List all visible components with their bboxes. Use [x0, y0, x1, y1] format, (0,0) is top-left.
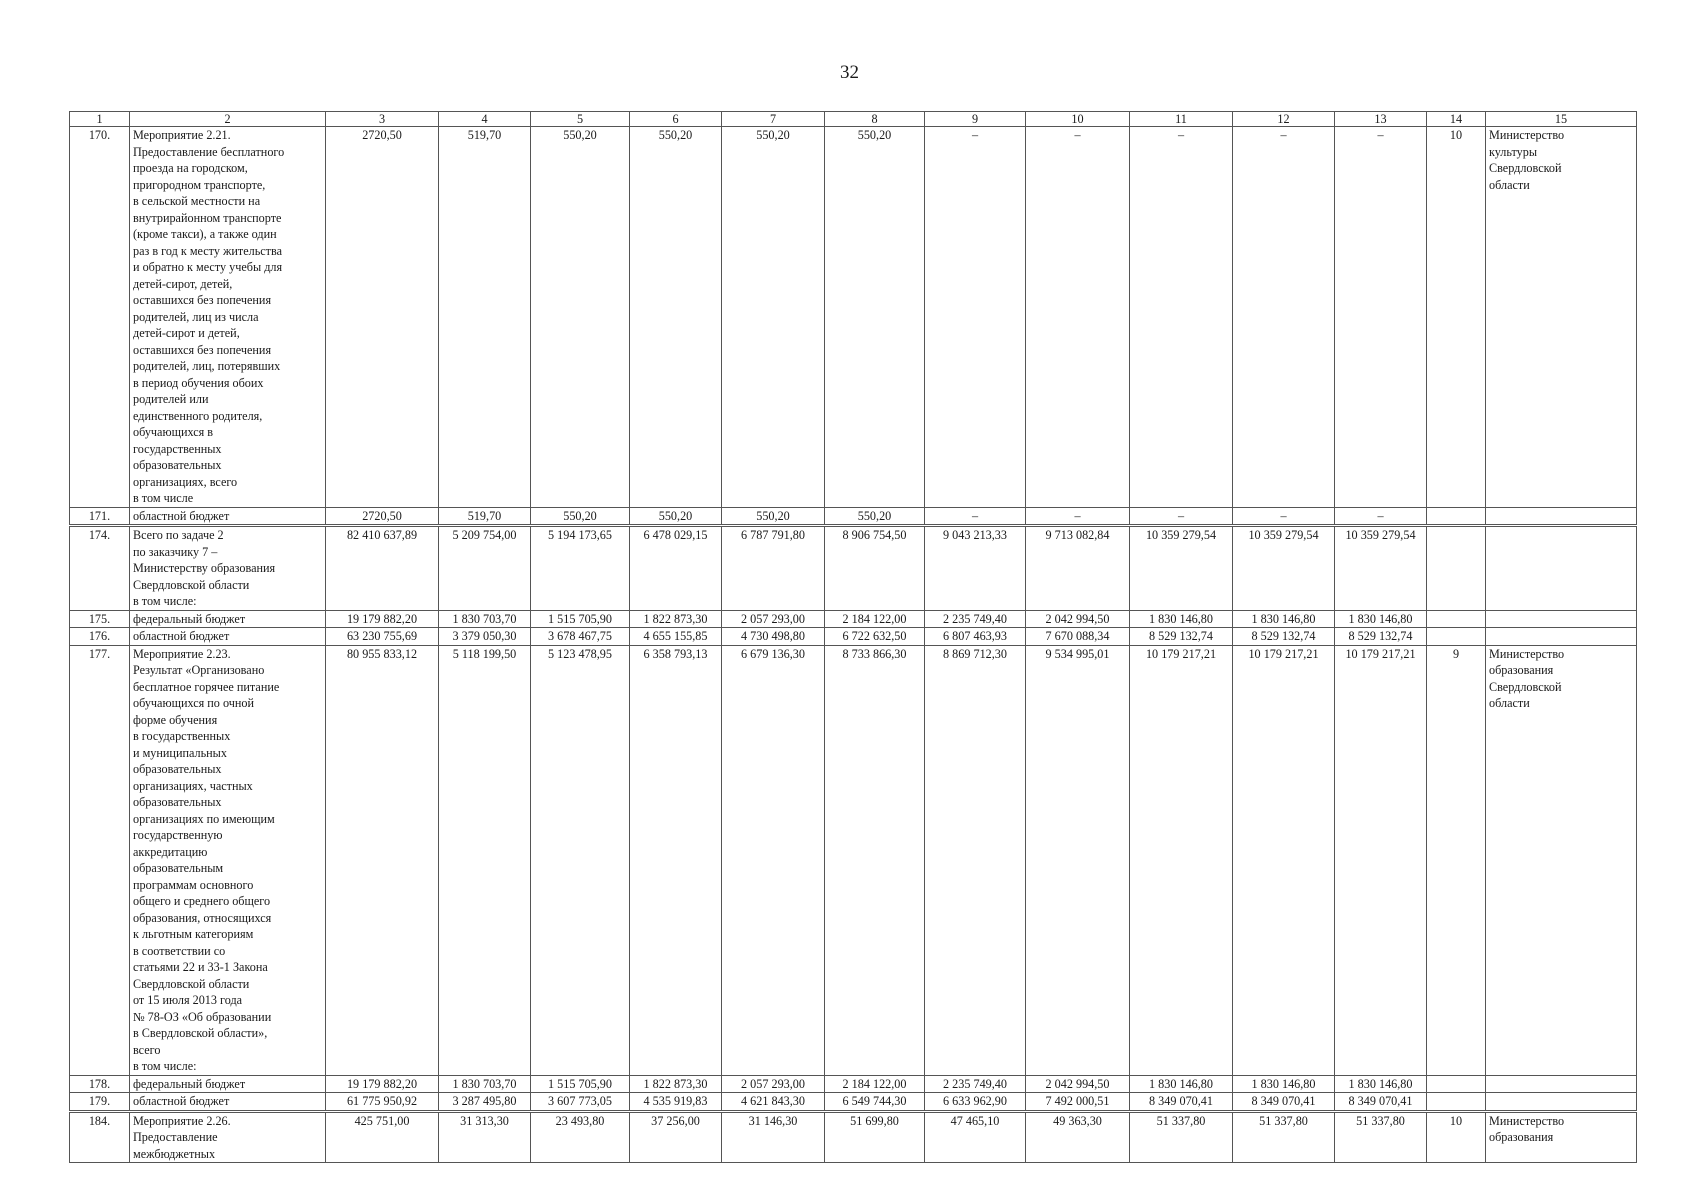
- amount-cell: 51 337,80: [1130, 1111, 1233, 1163]
- amount-cell: 6 807 463,93: [925, 628, 1026, 646]
- amount-cell: 7 670 088,34: [1026, 628, 1130, 646]
- responsible-body-cell: Министерство образования: [1486, 1111, 1637, 1163]
- column-number-5: 5: [531, 112, 630, 127]
- target-index-cell: 9: [1427, 645, 1486, 1075]
- amount-cell: 3 678 467,75: [531, 628, 630, 646]
- amount-cell: 6 722 632,50: [825, 628, 925, 646]
- amount-cell: 6 478 029,15: [630, 526, 722, 611]
- table-row: [70, 1111, 1637, 1163]
- amount-cell: 2720,50: [326, 507, 439, 526]
- amount-cell: 2 184 122,00: [825, 1075, 925, 1093]
- amount-cell: 550,20: [722, 127, 825, 508]
- column-number-12: 12: [1233, 112, 1335, 127]
- row-description: Мероприятие 2.23. Результат «Организовано бесплатное горячее питание обучающихся по очной форме обучения в государственных и муниципальных образовательных организациях, частных образовательных организациях по имеющим государственную аккредитацию образовательным программам основного общего и среднего общего образования, относящихся к льготным категориям в соответствии со статьями 22 и 33-1 Закона Свердловской области от 15 июля 2013 года № 78-ОЗ «Об образовании в Свердловской области», всего в том числе:: [130, 645, 326, 1075]
- amount-cell: 1 822 873,30: [630, 610, 722, 628]
- amount-cell: 550,20: [531, 127, 630, 508]
- amount-cell: 2 042 994,50: [1026, 610, 1130, 628]
- amount-cell: 4 655 155,85: [630, 628, 722, 646]
- amount-cell: –: [1026, 507, 1130, 526]
- amount-cell: 5 123 478,95: [531, 645, 630, 1075]
- amount-cell: 2 057 293,00: [722, 610, 825, 628]
- amount-cell: 8 906 754,50: [825, 526, 925, 611]
- table-row: [70, 1075, 1637, 1093]
- amount-cell: 82 410 637,89: [326, 526, 439, 611]
- amount-cell: 6 633 962,90: [925, 1093, 1026, 1112]
- responsible-body-cell: Министерство культуры Свердловской области: [1486, 127, 1637, 508]
- amount-cell: 51 699,80: [825, 1111, 925, 1163]
- row-number: 184.: [70, 1111, 130, 1163]
- row-number: 175.: [70, 610, 130, 628]
- amount-cell: 1 830 146,80: [1130, 1075, 1233, 1093]
- amount-cell: 6 787 791,80: [722, 526, 825, 611]
- table-row: [70, 645, 1637, 1075]
- amount-cell: 8 349 070,41: [1335, 1093, 1427, 1112]
- target-index-cell: 10: [1427, 1111, 1486, 1163]
- table-row: [70, 526, 1637, 611]
- amount-cell: 31 146,30: [722, 1111, 825, 1163]
- amount-cell: 550,20: [722, 507, 825, 526]
- row-number: 171.: [70, 507, 130, 526]
- table-row: [70, 127, 1637, 508]
- row-description: Всего по задаче 2 по заказчику 7 – Министерству образования Свердловской области в том числе:: [130, 526, 326, 611]
- column-number-11: 11: [1130, 112, 1233, 127]
- amount-cell: 19 179 882,20: [326, 610, 439, 628]
- amount-cell: 1 830 146,80: [1233, 1075, 1335, 1093]
- amount-cell: 7 492 000,51: [1026, 1093, 1130, 1112]
- column-number-4: 4: [439, 112, 531, 127]
- amount-cell: 31 313,30: [439, 1111, 531, 1163]
- amount-cell: 1 830 146,80: [1335, 610, 1427, 628]
- amount-cell: 2 235 749,40: [925, 610, 1026, 628]
- amount-cell: 5 194 173,65: [531, 526, 630, 611]
- amount-cell: 4 621 843,30: [722, 1093, 825, 1112]
- amount-cell: 10 179 217,21: [1233, 645, 1335, 1075]
- amount-cell: 8 529 132,74: [1130, 628, 1233, 646]
- amount-cell: 5 118 199,50: [439, 645, 531, 1075]
- amount-cell: 10 359 279,54: [1335, 526, 1427, 611]
- amount-cell: –: [1130, 127, 1233, 508]
- amount-cell: 4 535 919,83: [630, 1093, 722, 1112]
- amount-cell: 10 179 217,21: [1335, 645, 1427, 1075]
- amount-cell: 51 337,80: [1335, 1111, 1427, 1163]
- amount-cell: 9 713 082,84: [1026, 526, 1130, 611]
- amount-cell: 61 775 950,92: [326, 1093, 439, 1112]
- amount-cell: 19 179 882,20: [326, 1075, 439, 1093]
- amount-cell: –: [1335, 127, 1427, 508]
- target-index-cell: [1427, 1075, 1486, 1093]
- target-index-cell: [1427, 526, 1486, 611]
- amount-cell: 1 822 873,30: [630, 1075, 722, 1093]
- table-row: [70, 507, 1637, 526]
- amount-cell: 1 515 705,90: [531, 1075, 630, 1093]
- amount-cell: 8 349 070,41: [1233, 1093, 1335, 1112]
- amount-cell: 519,70: [439, 127, 531, 508]
- column-number-9: 9: [925, 112, 1026, 127]
- column-number-2: 2: [130, 112, 326, 127]
- amount-cell: 8 733 866,30: [825, 645, 925, 1075]
- row-description: Мероприятие 2.26. Предоставление межбюджетных: [130, 1111, 326, 1163]
- responsible-body-cell: [1486, 1075, 1637, 1093]
- amount-cell: 550,20: [825, 507, 925, 526]
- target-index-cell: [1427, 507, 1486, 526]
- column-number-3: 3: [326, 112, 439, 127]
- amount-cell: 425 751,00: [326, 1111, 439, 1163]
- amount-cell: –: [1233, 127, 1335, 508]
- amount-cell: 47 465,10: [925, 1111, 1026, 1163]
- responsible-body-cell: [1486, 610, 1637, 628]
- amount-cell: 10 359 279,54: [1130, 526, 1233, 611]
- row-number: 178.: [70, 1075, 130, 1093]
- column-number-8: 8: [825, 112, 925, 127]
- column-number-7: 7: [722, 112, 825, 127]
- amount-cell: –: [1130, 507, 1233, 526]
- row-number: 176.: [70, 628, 130, 646]
- amount-cell: 9 534 995,01: [1026, 645, 1130, 1075]
- amount-cell: 3 607 773,05: [531, 1093, 630, 1112]
- amount-cell: 51 337,80: [1233, 1111, 1335, 1163]
- amount-cell: 2720,50: [326, 127, 439, 508]
- amount-cell: 550,20: [531, 507, 630, 526]
- target-index-cell: [1427, 628, 1486, 646]
- amount-cell: 5 209 754,00: [439, 526, 531, 611]
- amount-cell: 10 359 279,54: [1233, 526, 1335, 611]
- amount-cell: 10 179 217,21: [1130, 645, 1233, 1075]
- column-number-15: 15: [1486, 112, 1637, 127]
- amount-cell: –: [1233, 507, 1335, 526]
- amount-cell: –: [1026, 127, 1130, 508]
- amount-cell: 3 287 495,80: [439, 1093, 531, 1112]
- amount-cell: 8 529 132,74: [1335, 628, 1427, 646]
- amount-cell: 6 679 136,30: [722, 645, 825, 1075]
- responsible-body-cell: [1486, 526, 1637, 611]
- amount-cell: 80 955 833,12: [326, 645, 439, 1075]
- row-number: 177.: [70, 645, 130, 1075]
- amount-cell: –: [925, 507, 1026, 526]
- amount-cell: 519,70: [439, 507, 531, 526]
- column-number-13: 13: [1335, 112, 1427, 127]
- amount-cell: 1 830 703,70: [439, 1075, 531, 1093]
- amount-cell: –: [1335, 507, 1427, 526]
- page-number: 32: [840, 62, 859, 83]
- column-number-6: 6: [630, 112, 722, 127]
- responsible-body-cell: [1486, 628, 1637, 646]
- amount-cell: 37 256,00: [630, 1111, 722, 1163]
- amount-cell: 1 830 703,70: [439, 610, 531, 628]
- row-number: 179.: [70, 1093, 130, 1112]
- amount-cell: 550,20: [630, 507, 722, 526]
- amount-cell: 1 830 146,80: [1233, 610, 1335, 628]
- amount-cell: 2 184 122,00: [825, 610, 925, 628]
- amount-cell: 6 549 744,30: [825, 1093, 925, 1112]
- table-row: [70, 628, 1637, 646]
- row-description: областной бюджет: [130, 628, 326, 646]
- target-index-cell: 10: [1427, 127, 1486, 508]
- amount-cell: 2 042 994,50: [1026, 1075, 1130, 1093]
- row-number: 170.: [70, 127, 130, 508]
- amount-cell: 8 349 070,41: [1130, 1093, 1233, 1112]
- column-number-10: 10: [1026, 112, 1130, 127]
- row-description: Мероприятие 2.21. Предоставление бесплатного проезда на городском, пригородном транспорте, в сельской местности на внутрирайонном транспорте (кроме такси), а также один раз в год к месту жительства и обратно к месту учебы для детей-сирот, детей, оставшихся без попечения родителей, лиц из числа детей-сирот и детей, оставшихся без попечения родителей, лиц, потерявших в период обучения обоих родителей или единственного родителя, обучающихся в государственных образовательных организациях, всего в том числе: [130, 127, 326, 508]
- row-description: федеральный бюджет: [130, 610, 326, 628]
- amount-cell: 1 515 705,90: [531, 610, 630, 628]
- amount-cell: 1 830 146,80: [1335, 1075, 1427, 1093]
- amount-cell: 3 379 050,30: [439, 628, 531, 646]
- amount-cell: 4 730 498,80: [722, 628, 825, 646]
- amount-cell: 2 235 749,40: [925, 1075, 1026, 1093]
- row-description: областной бюджет: [130, 1093, 326, 1112]
- table-row: [70, 610, 1637, 628]
- row-description: областной бюджет: [130, 507, 326, 526]
- column-number-14: 14: [1427, 112, 1486, 127]
- amount-cell: –: [925, 127, 1026, 508]
- amount-cell: 6 358 793,13: [630, 645, 722, 1075]
- amount-cell: 1 830 146,80: [1130, 610, 1233, 628]
- amount-cell: 23 493,80: [531, 1111, 630, 1163]
- amount-cell: 550,20: [630, 127, 722, 508]
- amount-cell: 2 057 293,00: [722, 1075, 825, 1093]
- target-index-cell: [1427, 610, 1486, 628]
- row-description: федеральный бюджет: [130, 1075, 326, 1093]
- row-number: 174.: [70, 526, 130, 611]
- responsible-body-cell: Министерство образования Свердловской области: [1486, 645, 1637, 1075]
- responsible-body-cell: [1486, 507, 1637, 526]
- budget-table: [69, 111, 1637, 1163]
- amount-cell: 8 869 712,30: [925, 645, 1026, 1075]
- responsible-body-cell: [1486, 1093, 1637, 1112]
- amount-cell: 63 230 755,69: [326, 628, 439, 646]
- target-index-cell: [1427, 1093, 1486, 1112]
- table-row: [70, 1093, 1637, 1112]
- column-number-1: 1: [70, 112, 130, 127]
- column-number-row: [70, 112, 1637, 127]
- amount-cell: 550,20: [825, 127, 925, 508]
- amount-cell: 8 529 132,74: [1233, 628, 1335, 646]
- amount-cell: 9 043 213,33: [925, 526, 1026, 611]
- amount-cell: 49 363,30: [1026, 1111, 1130, 1163]
